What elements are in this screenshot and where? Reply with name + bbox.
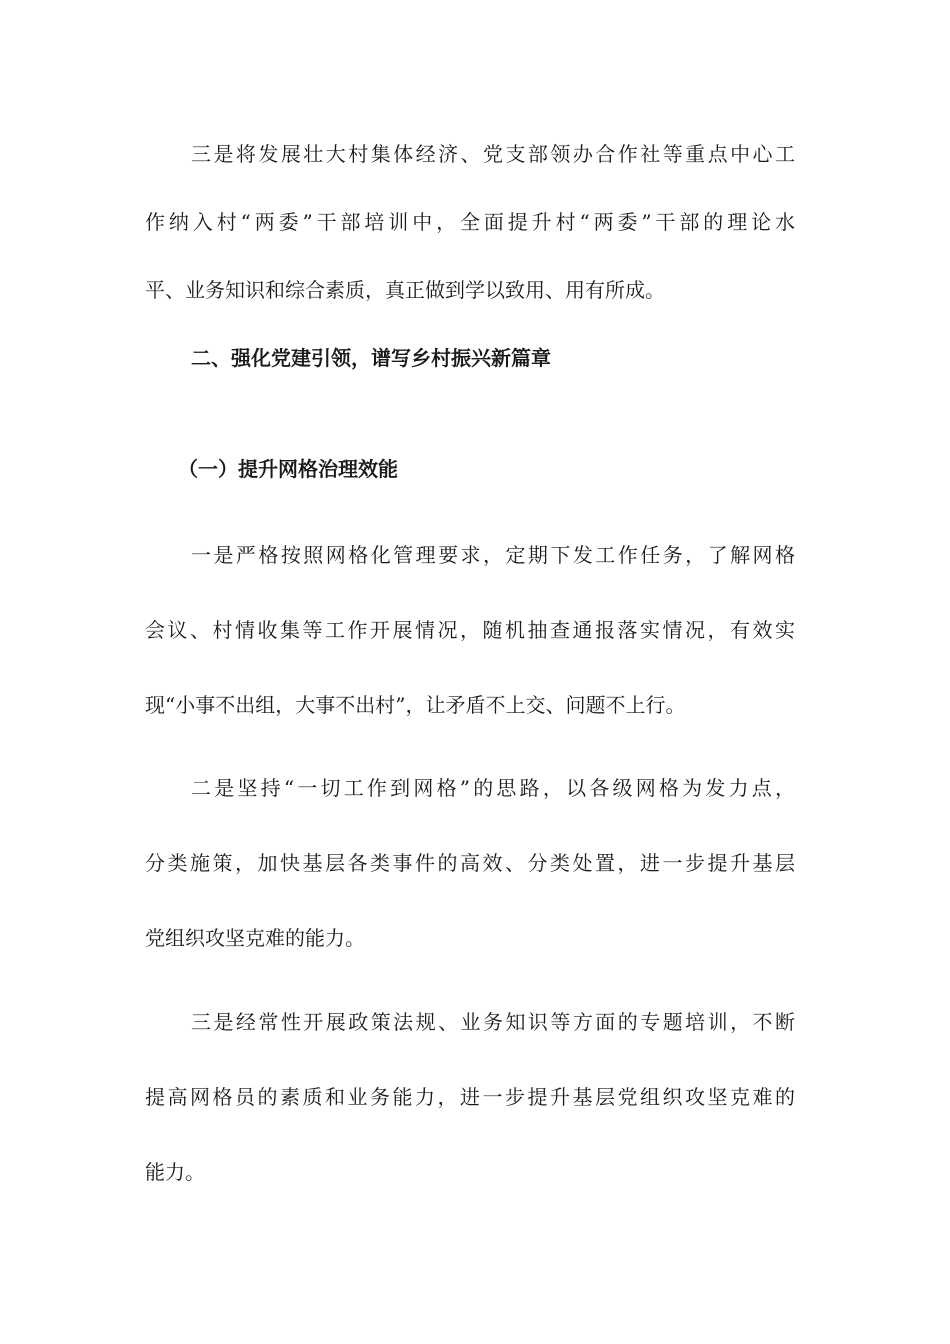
paragraph-line: 现“小事不出组，大事不出村”，让矛盾不上交、问题不上行。 [145,693,686,717]
paragraph-line: 一是严格按照网格化管理要求，定期下发工作任务，了解网格 [191,543,795,567]
sub-heading: （一）提升网格治理效能 [178,457,398,481]
paragraph-line: 分类施策，加快基层各类事件的高效、分类处置，进一步提升基层 [145,851,795,875]
paragraph-line: 三是将发展壮大村集体经济、党支部领办合作社等重点中心工 [191,142,795,166]
paragraph-line: 党组织攻坚克难的能力。 [145,926,365,950]
paragraph-line: 平、业务知识和综合素质，真正做到学以致用、用有所成。 [145,278,665,302]
section-heading: 二、强化党建引领，谱写乡村振兴新篇章 [191,346,551,370]
paragraph-line: 三是经常性开展政策法规、业务知识等方面的专题培训，不断 [191,1010,795,1034]
paragraph-line: 会议、村情收集等工作开展情况，随机抽查通报落实情况，有效实 [145,618,795,642]
paragraph-line: 作纳入村“两委”干部培训中，全面提升村“两委”干部的理论水 [145,210,795,234]
paragraph-line: 能力。 [145,1160,205,1184]
paragraph-line: 二是坚持“一切工作到网格”的思路，以各级网格为发力点， [191,776,795,800]
paragraph-line: 提高网格员的素质和业务能力，进一步提升基层党组织攻坚克难的 [145,1085,795,1109]
